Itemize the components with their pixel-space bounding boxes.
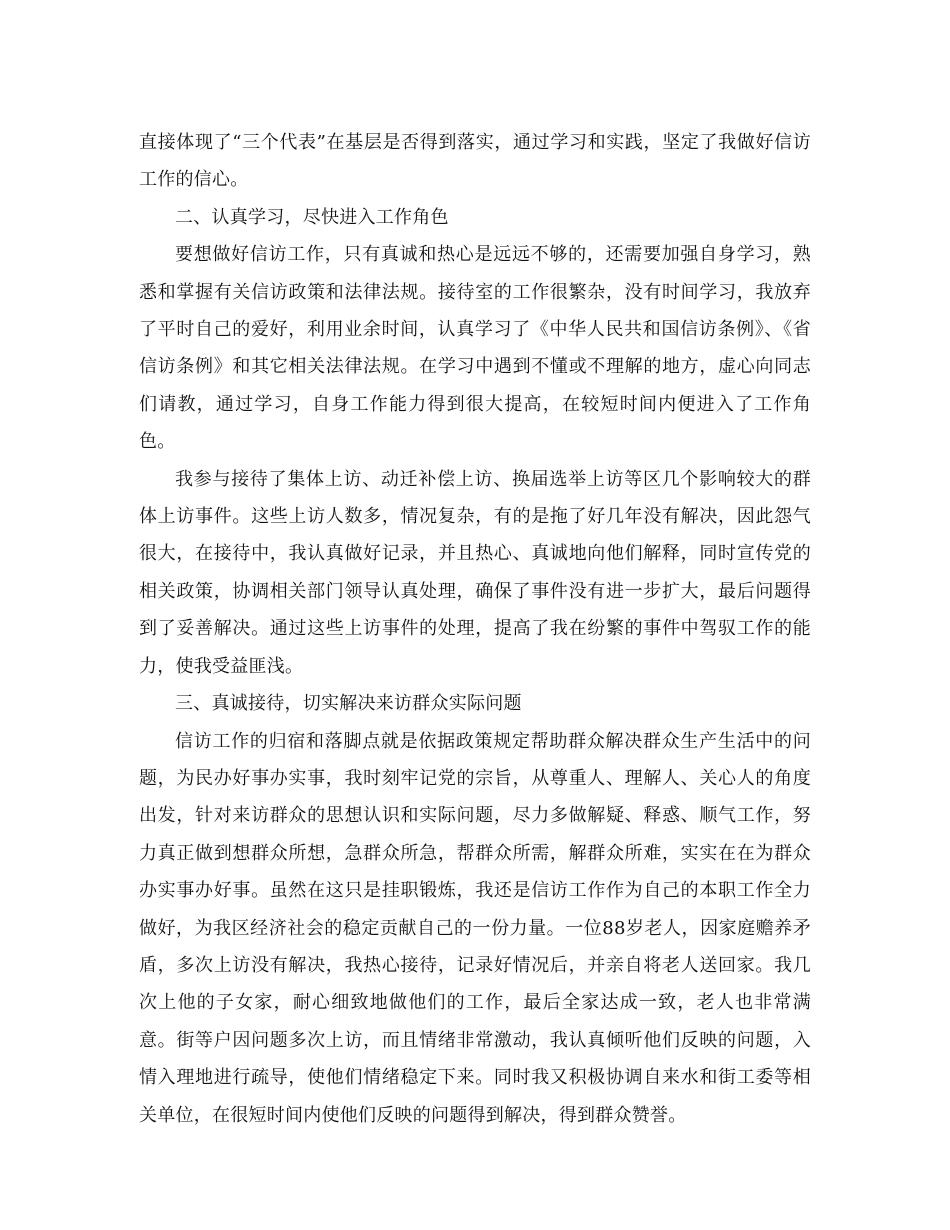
section-heading-3: 三、真诚接待，切实解决来访群众实际问题 bbox=[175, 693, 522, 715]
section-heading-2: 二、认真学习，尽快进入工作角色 bbox=[175, 206, 449, 228]
paragraph-group-petitions: 我参与接待了集体上访、动迁补偿上访、换届选举上访等区几个影响较大的群体上访事件。这些上访人数多，情况复杂，有的是拖了好几年没有解决，因此怨气很大，在接待中，我认真做好记录，并且热心、真诚地向他们解释，同时宣传党的相关政策，协调相关部门领导认真处理，确保了事件没有进一步扩大，最后问题得到了妥善解决。通过这些上访事件的处理，提高了我在纷繁的事件中驾驭工作的能力，使我受益匪浅。 bbox=[139, 468, 811, 677]
document-body bbox=[139, 124, 811, 1134]
paragraph-continuation: 直接体现了“三个代表”在基层是否得到落实，通过学习和实践，坚定了我做好信访工作的信心。 bbox=[139, 132, 811, 191]
paragraph-sincere-reception: 信访工作的归宿和落脚点就是依据政策规定帮助群众解决群众生产生活中的问题，为民办好事办实事，我时刻牢记党的宗旨，从尊重人、理解人、关心人的角度出发，针对来访群众的思想认识和实际问题，尽力多做解疑、释惑、顺气工作，努力真正做到想群众所想，急群众所急，帮群众所需，解群众所难，实实在在为群众办实事办好事。虽然在这只是挂职锻炼，我还是信访工作作为自己的本职工作全力做好，为我区经济社会的稳定贡献自己的一份力量。一位88岁老人，因家庭赡养矛盾，多次上访没有解决，我热心接待，记录好情况后，并亲自将老人送回家。我几次上他的子女家，耐心细致地做他们的工作，最后全家达成一致，老人也非常满意。街等户因问题多次上访，而且情绪非常激动，我认真倾听他们反映的问题，入情入理地进行疏导，使他们情绪稳定下来。同时我又积极协调自来水和街工委等相关单位，在很短时间内使他们反映的问题得到解决，得到群众赞誉。 bbox=[139, 730, 811, 1126]
paragraph-study: 要想做好信访工作，只有真诚和热心是远远不够的，还需要加强自身学习，熟悉和掌握有关信访政策和法律法规。接待室的工作很繁杂，没有时间学习，我放弃了平时自己的爱好，利用业余时间，认真学习了《中华人民共和国信访条例》、《省信访条例》和其它相关法律法规。在学习中遇到不懂或不理解的地方，虚心向同志们请教，通过学习，自身工作能力得到很大提高，在较短时间内便进入了工作角色。 bbox=[139, 244, 811, 453]
